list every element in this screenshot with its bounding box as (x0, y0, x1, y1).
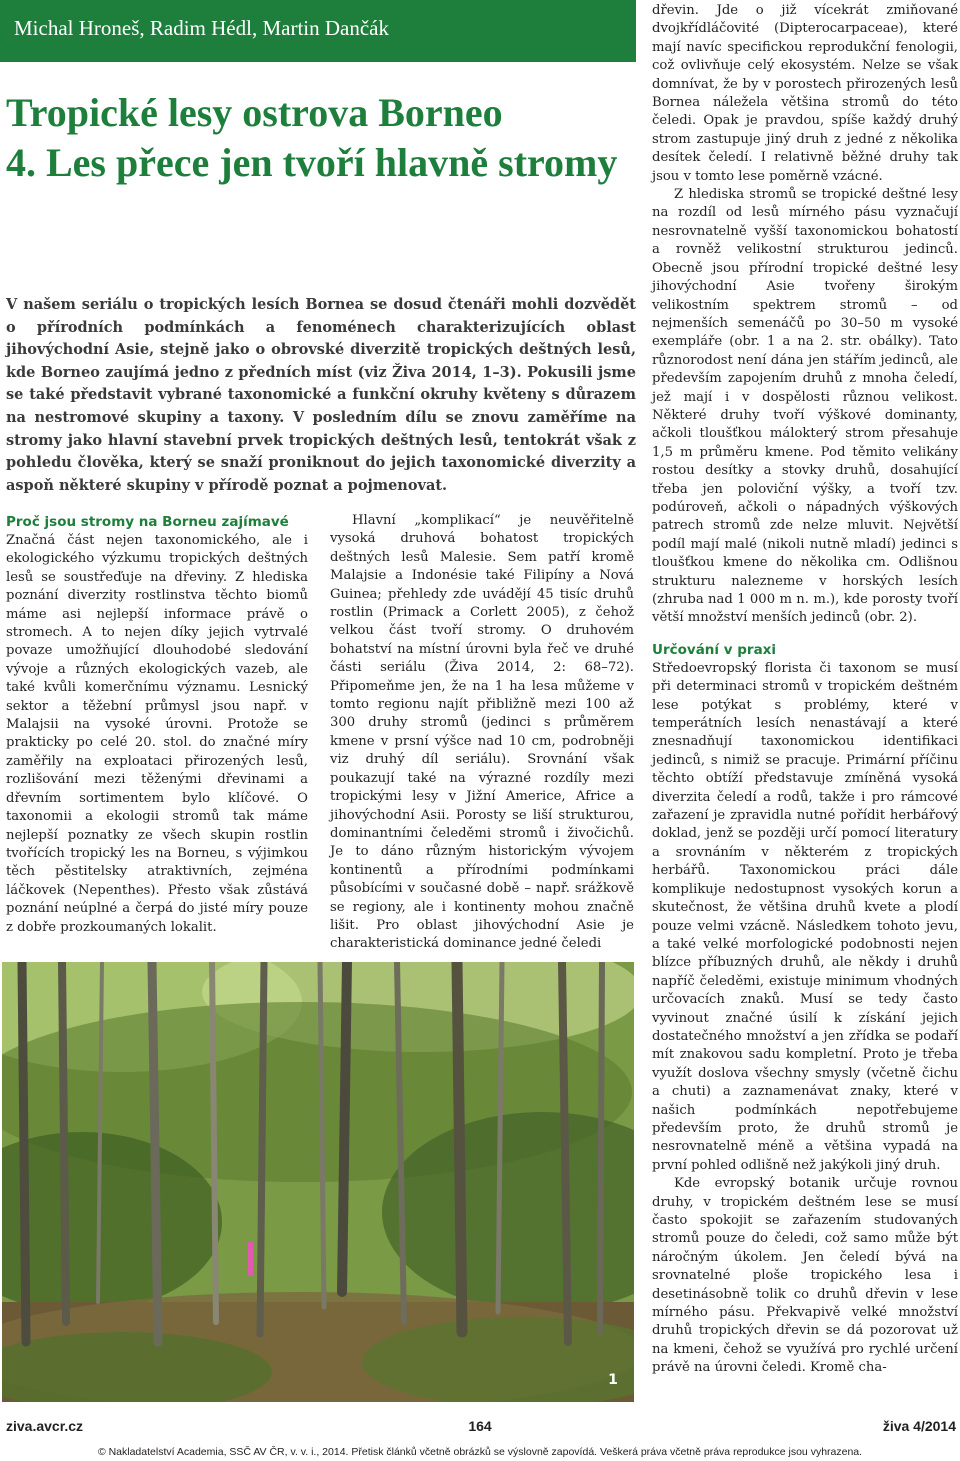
paragraph: dřevin. Jde o již vícekrát zmiňované dvojkřídláčovité (Dipterocarpaceae), které mají navíc specifickou reprodukční fenologii, což ovlivňuje celý ekosystém. Nelze se však domnívat, že by v porostech přirozených lesů Bornea náležela většina stromů do této čeledi. Opak je pravdou, spíše každý druhý strom zastupuje jiný druh z jedné z několika desítek čeledí. I relativně běžné druhy tak jsou v tomto lese poměrně vzácné. (652, 3, 958, 184)
paragraph: Hlavní „komplikací“ je neuvěřitelně vysoká druhová bohatost tropických deštných lesů Malesie. Sem patří kromě Malajsie a Indonésie také Filipíny a Nová Guinea; přehledy zde uvádějí 45 tisíc druhů rostlin (Primack a Corlett 2005), z čehož velkou část tvoří stromy. O druhovém bohatství na místní úrovni byla řeč ve druhé části seriálu (Živa 2014, 2: 68–72). Připomeňme jen, že na 1 ha lesa můžeme v tomto regionu najít přibližně mezi 100 až 300 druhy stromů (jedinci s průměrem kmene v prsní výšce nad 10 cm, podrobněji viz druhý díl seriálu). Srovnání však poukazují také na výrazné rozdíly mezi tropickými lesy v Jižní Americe, Africe a jihovýchodní Asii. Porosty se liší strukturou, dominantními čeleděmi stromů i živočichů. Je to dáno různým historickým vývojem kontinentů a přírodními podmínkami působícími v současné době – např. srážkově se regiony, ale i kontinenty mohou značně lišit. Pro oblast jihovýchodní Asie je charakteristická dominance jedné čeledi (330, 513, 634, 952)
title-line-1: Tropické lesy ostrova Borneo (6, 90, 503, 135)
article-title (6, 88, 636, 188)
column-1 (6, 512, 308, 937)
authors: Michal Hroneš, Radim Hédl, Martin Dančák (14, 16, 389, 40)
forest-illustration (2, 962, 634, 1402)
paragraph: Značná část nejen taxonomického, ale i ekologického výzkumu tropických deštných lesů se soustřeďuje na dřeviny. Z hlediska poznání diverzity rostlinstva těchto biomů máme asi nejlepší informace právě o stromech. A to nejen díky jejich vytrvalé povaze umožňující dlouhodobé sledování vývoje a různých ekologických vazeb, ale také kvůli komerčnímu významu. Lesnický sektor a těžební průmysl jsou např. v Malajsii na vysoké úrovni. Protože se prakticky po celé 20. stol. do značné míry zaměřily na exploataci přirozených lesů, rozlišování mezi těženými dřevinami a dřevním sortimentem bylo klíčové. O taxonomii a ekologii stromů tak máme nejlepší poznatky ze všech skupin rostlin tvořících tropický les na Borneu, s výjimkou těch pěstitelsky atraktivních, zejména láčkovek (Nepenthes). Přesto však zůstává poznání neúplné a čerpá do jisté míry pouze z dobře prozkoumaných lokalit. (6, 533, 308, 935)
section-heading-why-trees: Proč jsou stromy na Borneu zajímavé (6, 514, 289, 530)
paragraph: Středoevropský florista či taxonom se musí při determinaci stromů v tropickém deštném lese potýkat s problémy, které v temperátních lesích nenastávají a které znesnadňují taxonomickou identifikaci jedinců, s nimiž se pracuje. Primární příčinu těchto obtíží představuje zmíněná vysoká diverzita čeledí a rodů, takže i pro rámcové zařazení je zpravidla nutné pořídit herbářový doklad, jenž se později určí pomocí literatury a srovnáním v některém z tropických herbářů. Taxonomickou práci dále komplikuje nedostupnost vysokých korun a skutečnost, že většina druhů kvete a plodí pouze velmi vzácně. Následkem tohoto jevu, a také velké morfologické podobnosti nejen blízce příbuzných druhů, ale někdy i druhů napříč čeleděmi, existuje minimum vhodných určovacích znaků. Musí se tedy často vyvinout značné úsilí k získání jejich dostatečného množství a jen zřídka se podaří mít znakovou sadu kompletní. Proto je třeba využít doslova všechny smysly (včetně čichu a chuti) a zaznamenávat znaky, které v našich podmínkách nepotřebujeme především proto, že druhů stromů je nesrovnatelně méně a většina vypadá na první pohled odlišně než jakýkoli jiný druh. (652, 660, 958, 1173)
footer-website: ziva.avcr.cz (6, 1418, 84, 1434)
paragraph: Kde evropský botanik určuje rovnou druhy, v tropickém deštném lese se musí často spokojit se zařazením studovaných stromů pouze do čeledi, což samo může být náročným úkolem. Jen čeledí bývá na srovnatelné ploše tropického lesa i desetinásobně tolik co druhů dřevin v lese mírného pásu. Překvapivě velké množství druhů tropických dřevin se dá pozorovat už na kmeni, čehož se využívá pro rychlé určení právě na úrovni čeledi. Kromě cha- (652, 1176, 958, 1376)
page-number: 164 (468, 1418, 492, 1434)
figure-number: 1 (608, 1372, 618, 1388)
paragraph: Z hlediska stromů se tropické deštné lesy na rozdíl od lesů mírného pásu vyznačují nesrovnatelně vyšší taxonomickou bohatostí a rovněž velikostní strukturou jedinců. Obecně jsou přírodní tropické deštné lesy jihovýchodní Asie tvořeny širokým velikostním spektrem stromů – od nejmenších semenáčů po 30–50 m vysoké exempláře (obr. 1 a na 2. str. obálky). Tato různorodost není dána jen stářím jedinců, ale především zapojením druhů z mnoha čeledí, jež mají i v dospělosti různou velikost. Některé druhy tvoří výškové dominanty, ačkoli tloušťkou málokterý strom přesahuje 1,5 m průměru kmene. Pod těmito velikány rostou desítky a stovky druhů, dosahující třeba jen poloviční výšky, a tvoří tzv. podúroveň, ačkoli o nápadných výškových patrech stromů zde nelze mluvit. Největší podíl mají malé (nikoli nutně mladí) jedinci s tloušťkou kmene do několika cm. Odlišnou strukturu nalezneme v horských lesích (zhruba nad 1 000 m n. m.), kde porosty tvoří větší množství menších jedinců (obr. 2). (652, 187, 958, 626)
authors-bar (0, 0, 636, 62)
section-heading-identification: Určování v praxi (652, 641, 777, 658)
title-line-2: 4. Les přece jen tvoří hlavně stromy (6, 140, 618, 185)
column-3 (652, 2, 958, 1378)
forest-photo (2, 962, 634, 1402)
footer-issue: živa 4/2014 (882, 1418, 956, 1434)
copyright-notice: © Nakladatelství Academia, SSČ AV ČR, v. v. i., 2014. Přetisk článků včetně obrázků se výslovně zapovídá. Veškerá práva včetně práva reprodukce jsou vyhrazena. (97, 1446, 863, 1458)
column-2 (330, 512, 634, 954)
lead-paragraph: V našem seriálu o tropických lesích Bornea se dosud čtenáři mohli dozvědět o přírodních podmínkách a fenoménech charakterizujících oblast jihovýchodní Asie, stejně jako o obrovské diverzitě tropických deštných lesů, kde Borneo zaujímá jedno z předních míst (viz Živa 2014, 1–3). Pokusili jsme se také představit vybrané taxonomické a funkční okruhy květeny s důrazem na nestromové skupiny a taxony. V posledním dílu se znovu zaměříme na stromy jako hlavní stavební prvek tropických deštných lesů, tentokrát však z pohledu člověka, který se snaží proniknout do jejich taxonomické diverzity a aspoň některé skupiny v přírodě poznat a pojmenovat. (6, 296, 636, 494)
